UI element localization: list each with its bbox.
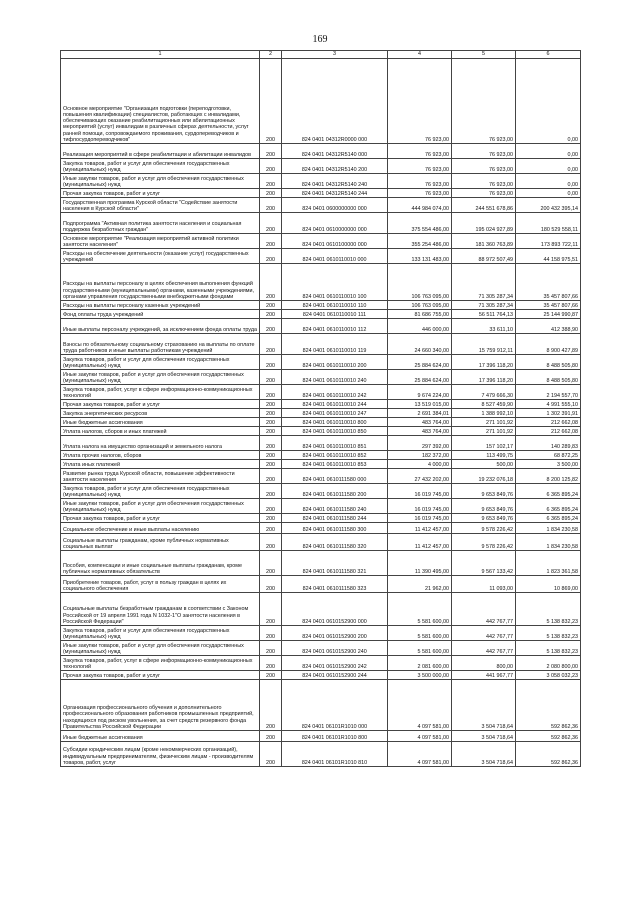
row-remaining-amount: 0,00 (516, 59, 581, 144)
row-name: Закупка товаров, работ, услуг в сфере информационно-коммуникационных технологий (61, 656, 260, 671)
row-admin-code: 200 (260, 576, 282, 593)
row-admin-code: 200 (260, 484, 282, 499)
row-budget-code: 824 0401 0610110010 000 (282, 249, 388, 264)
row-plan-amount: 5 581 600,00 (388, 626, 452, 641)
row-name: Организация профессионального обучения и дополнительного профессионального образования работников промышленных предприятий, находящихся под риском увольнения, за счет средств резервного фонда Правительства Российской Федерации (61, 680, 260, 731)
row-executed-amount: 3 504 718,64 (452, 742, 516, 767)
row-plan-amount: 27 432 202,00 (388, 469, 452, 484)
row-name: Закупка товаров, работ и услуг для обеспечения государственных (муниципальных) нужд (61, 626, 260, 641)
row-remaining-amount: 1 823 361,58 (516, 551, 581, 576)
row-name: Прочая закупка товаров, работ и услуг (61, 189, 260, 198)
row-executed-amount: 76 923,00 (452, 59, 516, 144)
table-row (61, 59, 581, 144)
table-row (61, 460, 581, 469)
row-plan-amount: 375 554 486,00 (388, 213, 452, 234)
row-name: Расходы на обеспечение деятельности (оказание услуг) государственных учреждений (61, 249, 260, 264)
row-admin-code: 200 (260, 551, 282, 576)
row-remaining-amount: 2 194 557,70 (516, 385, 581, 400)
row-plan-amount: 81 686 755,00 (388, 310, 452, 319)
row-plan-amount: 25 884 624,00 (388, 370, 452, 385)
table-row (61, 742, 581, 767)
row-executed-amount: 157 102,17 (452, 436, 516, 451)
row-remaining-amount: 140 289,83 (516, 436, 581, 451)
header-col-4: 4 (388, 51, 452, 59)
row-executed-amount: 1 388 992,10 (452, 409, 516, 418)
row-remaining-amount: 5 138 832,23 (516, 641, 581, 656)
row-executed-amount: 500,00 (452, 460, 516, 469)
row-admin-code: 200 (260, 460, 282, 469)
row-remaining-amount: 173 893 722,11 (516, 234, 581, 249)
row-budget-code: 824 0401 0610111580 323 (282, 576, 388, 593)
row-remaining-amount: 25 144 990,87 (516, 310, 581, 319)
row-name: Закупка энергетических ресурсов (61, 409, 260, 418)
row-name: Уплата налога на имущество организаций и земельного налога (61, 436, 260, 451)
row-name: Субсидии юридическим лицам (кроме некоммерческих организаций), индивидуальным предпринимателям, физическим лицам - производителям товаров, работ, услуг (61, 742, 260, 767)
budget-table-body (61, 51, 581, 767)
row-remaining-amount: 68 872,25 (516, 451, 581, 460)
row-budget-code: 824 0401 0610100000 000 (282, 234, 388, 249)
table-row (61, 234, 581, 249)
row-admin-code: 200 (260, 427, 282, 436)
table-row (61, 144, 581, 159)
row-remaining-amount: 3 500,00 (516, 460, 581, 469)
row-plan-amount: 483 764,00 (388, 418, 452, 427)
row-admin-code: 200 (260, 234, 282, 249)
row-budget-code: 824 0401 0610110010 240 (282, 370, 388, 385)
row-budget-code: 824 0401 0610111580 300 (282, 523, 388, 534)
row-remaining-amount: 5 138 832,23 (516, 593, 581, 626)
table-row (61, 174, 581, 189)
row-budget-code: 824 0401 0610152900 200 (282, 626, 388, 641)
row-plan-amount: 446 000,00 (388, 319, 452, 334)
row-plan-amount: 13 519 015,00 (388, 400, 452, 409)
row-executed-amount: 244 551 678,86 (452, 198, 516, 213)
row-executed-amount: 195 024 927,89 (452, 213, 516, 234)
header-col-2: 2 (260, 51, 282, 59)
row-budget-code: 824 0401 04312R5140 000 (282, 144, 388, 159)
row-admin-code: 200 (260, 514, 282, 523)
row-admin-code: 200 (260, 198, 282, 213)
row-plan-amount: 297 392,00 (388, 436, 452, 451)
row-admin-code: 200 (260, 310, 282, 319)
table-row (61, 551, 581, 576)
row-executed-amount: 113 499,75 (452, 451, 516, 460)
row-plan-amount: 16 019 745,00 (388, 514, 452, 523)
row-admin-code: 200 (260, 144, 282, 159)
row-budget-code: 824 0401 0610111580 000 (282, 469, 388, 484)
row-budget-code: 824 0401 0610110010 850 (282, 427, 388, 436)
table-row (61, 355, 581, 370)
row-budget-code: 824 0401 04312R5140 240 (282, 174, 388, 189)
row-name: Основное мероприятие "Реализация мероприятий активной политики занятости населения" (61, 234, 260, 249)
row-admin-code: 200 (260, 593, 282, 626)
row-admin-code: 200 (260, 213, 282, 234)
row-remaining-amount: 35 457 807,66 (516, 301, 581, 310)
row-name: Закупка товаров, работ и услуг для обеспечения государственных (муниципальных) нужд (61, 159, 260, 174)
row-name: Расходы на выплаты персоналу казенных учреждений (61, 301, 260, 310)
row-executed-amount: 71 305 287,34 (452, 301, 516, 310)
table-row (61, 400, 581, 409)
row-budget-code: 824 0401 0610152900 244 (282, 671, 388, 680)
table-row (61, 409, 581, 418)
row-executed-amount: 9 567 133,42 (452, 551, 516, 576)
row-remaining-amount: 212 662,08 (516, 418, 581, 427)
row-budget-code: 824 0401 0610110010 112 (282, 319, 388, 334)
row-executed-amount: 7 479 666,30 (452, 385, 516, 400)
row-budget-code: 824 0401 0610111580 320 (282, 534, 388, 551)
row-budget-code: 824 0401 0610110010 852 (282, 451, 388, 460)
row-executed-amount: 15 759 912,11 (452, 334, 516, 355)
table-row (61, 159, 581, 174)
row-admin-code: 200 (260, 249, 282, 264)
row-remaining-amount: 0,00 (516, 174, 581, 189)
row-name: Развитие рынка труда Курской области, повышение эффективности занятости населения (61, 469, 260, 484)
table-row (61, 198, 581, 213)
row-plan-amount: 483 764,00 (388, 427, 452, 436)
row-budget-code: 824 0401 0610111580 200 (282, 484, 388, 499)
row-executed-amount: 71 305 287,34 (452, 264, 516, 301)
row-remaining-amount: 8 488 505,80 (516, 355, 581, 370)
row-admin-code: 200 (260, 355, 282, 370)
row-budget-code: 824 0401 0610110010 111 (282, 310, 388, 319)
page-number: 169 (312, 34, 328, 45)
table-row (61, 671, 581, 680)
row-plan-amount: 76 923,00 (388, 144, 452, 159)
row-name: Социальное обеспечение и иные выплаты населению (61, 523, 260, 534)
row-executed-amount: 441 967,77 (452, 671, 516, 680)
table-row (61, 427, 581, 436)
row-executed-amount: 442 767,77 (452, 626, 516, 641)
row-remaining-amount: 5 138 832,23 (516, 626, 581, 641)
row-admin-code: 200 (260, 400, 282, 409)
row-admin-code: 200 (260, 523, 282, 534)
row-budget-code: 824 0401 0610000000 000 (282, 213, 388, 234)
row-name: Прочая закупка товаров, работ и услуг (61, 514, 260, 523)
row-admin-code: 200 (260, 731, 282, 742)
row-admin-code: 200 (260, 370, 282, 385)
row-name: Закупка товаров, работ и услуг для обеспечения государственных (муниципальных) нужд (61, 355, 260, 370)
row-budget-code: 824 0401 0610152900 000 (282, 593, 388, 626)
row-remaining-amount: 0,00 (516, 189, 581, 198)
table-row (61, 514, 581, 523)
row-admin-code: 200 (260, 59, 282, 144)
header-col-3: 3 (282, 51, 388, 59)
row-executed-amount: 800,00 (452, 656, 516, 671)
row-remaining-amount: 200 432 395,14 (516, 198, 581, 213)
row-plan-amount: 4 097 581,00 (388, 731, 452, 742)
row-admin-code: 200 (260, 436, 282, 451)
table-row (61, 499, 581, 514)
row-name: Закупка товаров, работ, услуг в сфере информационно-коммуникационных технологий (61, 385, 260, 400)
row-executed-amount: 56 511 764,13 (452, 310, 516, 319)
table-row (61, 680, 581, 731)
table-row (61, 593, 581, 626)
row-plan-amount: 21 962,00 (388, 576, 452, 593)
row-remaining-amount: 1 834 230,58 (516, 523, 581, 534)
row-admin-code: 200 (260, 742, 282, 767)
row-name: Иные бюджетные ассигнования (61, 731, 260, 742)
row-remaining-amount: 212 662,08 (516, 427, 581, 436)
row-remaining-amount: 6 365 895,24 (516, 499, 581, 514)
row-executed-amount: 271 101,92 (452, 427, 516, 436)
row-plan-amount: 4 097 581,00 (388, 680, 452, 731)
row-executed-amount: 442 767,77 (452, 593, 516, 626)
row-plan-amount: 11 412 457,00 (388, 534, 452, 551)
row-remaining-amount: 2 080 800,00 (516, 656, 581, 671)
table-row (61, 534, 581, 551)
row-name: Прочая закупка товаров, работ и услуг (61, 671, 260, 680)
row-admin-code: 200 (260, 174, 282, 189)
row-plan-amount: 5 581 600,00 (388, 641, 452, 656)
row-name: Иные бюджетные ассигнования (61, 418, 260, 427)
row-budget-code: 824 0401 0610111580 321 (282, 551, 388, 576)
row-admin-code: 200 (260, 656, 282, 671)
row-executed-amount: 8 527 459,90 (452, 400, 516, 409)
row-executed-amount: 19 232 076,18 (452, 469, 516, 484)
row-executed-amount: 33 611,10 (452, 319, 516, 334)
row-remaining-amount: 4 991 555,10 (516, 400, 581, 409)
row-admin-code: 200 (260, 418, 282, 427)
row-executed-amount: 9 653 849,76 (452, 499, 516, 514)
row-name: Расходы на выплаты персоналу в целях обеспечения выполнения функций государственными (муниципальными) органами, казенными учреждениями, органами управления государственными внебюджетными фондами (61, 264, 260, 301)
row-admin-code: 200 (260, 626, 282, 641)
row-plan-amount: 11 412 457,00 (388, 523, 452, 534)
row-plan-amount: 76 923,00 (388, 189, 452, 198)
row-name: Государственная программа Курской области "Содействие занятости населения в Курской области" (61, 198, 260, 213)
row-executed-amount: 9 653 849,76 (452, 484, 516, 499)
table-row (61, 626, 581, 641)
table-row (61, 641, 581, 656)
row-admin-code: 200 (260, 301, 282, 310)
row-executed-amount: 3 504 718,64 (452, 731, 516, 742)
row-name: Иные закупки товаров, работ и услуг для обеспечения государственных (муниципальных) нужд (61, 499, 260, 514)
row-remaining-amount: 10 869,00 (516, 576, 581, 593)
row-plan-amount: 16 019 745,00 (388, 499, 452, 514)
row-remaining-amount: 8 488 505,80 (516, 370, 581, 385)
row-name: Пособия, компенсации и иные социальные выплаты гражданам, кроме публичных нормативных обязательств (61, 551, 260, 576)
table-row (61, 484, 581, 499)
row-executed-amount: 9 578 226,42 (452, 534, 516, 551)
row-executed-amount: 76 923,00 (452, 159, 516, 174)
table-row (61, 436, 581, 451)
row-plan-amount: 16 019 745,00 (388, 484, 452, 499)
row-budget-code: 824 0401 0610110010 242 (282, 385, 388, 400)
row-remaining-amount: 44 158 975,51 (516, 249, 581, 264)
row-budget-code: 824 0401 06101R1010 800 (282, 731, 388, 742)
table-row (61, 469, 581, 484)
row-budget-code: 824 0401 0600000000 000 (282, 198, 388, 213)
row-remaining-amount: 3 058 032,23 (516, 671, 581, 680)
row-executed-amount: 442 767,77 (452, 641, 516, 656)
row-budget-code: 824 0401 04312R5140 244 (282, 189, 388, 198)
row-budget-code: 824 0401 0610152900 240 (282, 641, 388, 656)
row-admin-code: 200 (260, 319, 282, 334)
row-remaining-amount: 592 862,36 (516, 680, 581, 731)
row-plan-amount: 4 000,00 (388, 460, 452, 469)
row-admin-code: 200 (260, 409, 282, 418)
row-plan-amount: 9 674 224,00 (388, 385, 452, 400)
row-remaining-amount: 1 834 230,58 (516, 534, 581, 551)
row-remaining-amount: 180 529 558,11 (516, 213, 581, 234)
table-row (61, 264, 581, 301)
row-name: Прочая закупка товаров, работ и услуг (61, 400, 260, 409)
row-name: Уплата иных платежей (61, 460, 260, 469)
table-row (61, 418, 581, 427)
row-budget-code: 824 0401 0610110010 800 (282, 418, 388, 427)
table-row (61, 385, 581, 400)
row-remaining-amount: 0,00 (516, 159, 581, 174)
row-name: Иные закупки товаров, работ и услуг для обеспечения государственных (муниципальных) нужд (61, 174, 260, 189)
row-budget-code: 824 0401 0610110010 110 (282, 301, 388, 310)
row-name: Закупка товаров, работ и услуг для обеспечения государственных (муниципальных) нужд (61, 484, 260, 499)
row-executed-amount: 17 396 118,20 (452, 355, 516, 370)
row-name: Иные закупки товаров, работ и услуг для обеспечения государственных (муниципальных) нужд (61, 641, 260, 656)
table-row (61, 576, 581, 593)
row-name: Уплата прочих налогов, сборов (61, 451, 260, 460)
row-budget-code: 824 0401 0610152900 242 (282, 656, 388, 671)
row-name: Социальные выплаты гражданам, кроме публичных нормативных социальных выплат (61, 534, 260, 551)
table-row (61, 310, 581, 319)
row-admin-code: 200 (260, 469, 282, 484)
row-plan-amount: 76 923,00 (388, 59, 452, 144)
row-executed-amount: 76 923,00 (452, 189, 516, 198)
row-admin-code: 200 (260, 680, 282, 731)
table-row (61, 731, 581, 742)
row-admin-code: 200 (260, 334, 282, 355)
row-plan-amount: 182 372,00 (388, 451, 452, 460)
row-name: Иные выплаты персоналу учреждений, за исключением фонда оплаты труда (61, 319, 260, 334)
row-admin-code: 200 (260, 641, 282, 656)
header-col-5: 5 (452, 51, 516, 59)
row-executed-amount: 9 653 849,76 (452, 514, 516, 523)
header-col-1: 1 (61, 51, 260, 59)
row-admin-code: 200 (260, 499, 282, 514)
row-admin-code: 200 (260, 159, 282, 174)
row-remaining-amount: 592 862,36 (516, 731, 581, 742)
budget-table (60, 50, 581, 767)
row-remaining-amount: 6 365 895,24 (516, 514, 581, 523)
row-budget-code: 824 0401 04312R0000 000 (282, 59, 388, 144)
row-plan-amount: 133 131 483,00 (388, 249, 452, 264)
row-budget-code: 824 0401 0610111580 240 (282, 499, 388, 514)
row-plan-amount: 11 390 495,00 (388, 551, 452, 576)
row-budget-code: 824 0401 0610110010 247 (282, 409, 388, 418)
table-row (61, 189, 581, 198)
row-remaining-amount: 35 457 807,66 (516, 264, 581, 301)
row-plan-amount: 25 884 624,00 (388, 355, 452, 370)
row-executed-amount: 76 923,00 (452, 174, 516, 189)
table-row (61, 249, 581, 264)
row-plan-amount: 76 923,00 (388, 174, 452, 189)
row-executed-amount: 76 923,00 (452, 144, 516, 159)
row-plan-amount: 106 763 095,00 (388, 264, 452, 301)
row-executed-amount: 11 093,00 (452, 576, 516, 593)
row-remaining-amount: 8 900 427,89 (516, 334, 581, 355)
row-plan-amount: 24 660 340,00 (388, 334, 452, 355)
row-admin-code: 200 (260, 189, 282, 198)
row-plan-amount: 106 763 095,00 (388, 301, 452, 310)
row-budget-code: 824 0401 0610111580 244 (282, 514, 388, 523)
table-row (61, 523, 581, 534)
row-executed-amount: 3 504 718,64 (452, 680, 516, 731)
row-executed-amount: 181 360 763,89 (452, 234, 516, 249)
row-plan-amount: 2 691 384,01 (388, 409, 452, 418)
row-name: Уплата налогов, сборов и иных платежей (61, 427, 260, 436)
row-name: Иные закупки товаров, работ и услуг для обеспечения государственных (муниципальных) нужд (61, 370, 260, 385)
row-plan-amount: 3 500 000,00 (388, 671, 452, 680)
header-row (61, 51, 581, 59)
table-row (61, 334, 581, 355)
row-plan-amount: 355 254 486,00 (388, 234, 452, 249)
row-name: Фонд оплаты труда учреждений (61, 310, 260, 319)
table-row (61, 370, 581, 385)
row-name: Социальные выплаты безработным гражданам в соответствии с Законом Российской от 19 апреля 1991 года N 1032-1"О занятости населения в Российской Федерации" (61, 593, 260, 626)
row-budget-code: 824 0401 0610110010 244 (282, 400, 388, 409)
row-name: Основное мероприятие "Организация подготовки (переподготовки, повышения квалификации) специалистов, работающих с инвалидами, обеспечивающих оказание реабилитационных или абилитационных мероприятий (услуг) инвалидам в различных сферах деятельности, услуг ранней помощи, сопровождаемого проживания, сурдопереводчиков и тифлосурдопереводчиков" (61, 59, 260, 144)
row-remaining-amount: 592 862,36 (516, 742, 581, 767)
table-row (61, 213, 581, 234)
row-name: Подпрограмма "Активная политика занятости населения и социальная поддержка безработных граждан" (61, 213, 260, 234)
row-executed-amount: 17 396 118,20 (452, 370, 516, 385)
row-admin-code: 200 (260, 385, 282, 400)
row-budget-code: 824 0401 0610110010 100 (282, 264, 388, 301)
row-executed-amount: 88 972 507,49 (452, 249, 516, 264)
row-remaining-amount: 6 365 895,24 (516, 484, 581, 499)
row-plan-amount: 76 923,00 (388, 159, 452, 174)
row-budget-code: 824 0401 0610110010 851 (282, 436, 388, 451)
row-plan-amount: 444 984 074,00 (388, 198, 452, 213)
row-budget-code: 824 0401 0610110010 853 (282, 460, 388, 469)
row-executed-amount: 271 101,92 (452, 418, 516, 427)
table-row (61, 301, 581, 310)
row-plan-amount: 4 097 581,00 (388, 742, 452, 767)
row-remaining-amount: 0,00 (516, 144, 581, 159)
row-budget-code: 824 0401 0610110010 119 (282, 334, 388, 355)
row-remaining-amount: 8 200 125,82 (516, 469, 581, 484)
row-name: Реализация мероприятий в сфере реабилитации и абилитации инвалидов (61, 144, 260, 159)
table-row (61, 656, 581, 671)
row-admin-code: 200 (260, 451, 282, 460)
row-plan-amount: 5 581 600,00 (388, 593, 452, 626)
row-budget-code: 824 0401 06101R1010 810 (282, 742, 388, 767)
table-row (61, 319, 581, 334)
row-executed-amount: 9 578 226,42 (452, 523, 516, 534)
row-remaining-amount: 412 388,90 (516, 319, 581, 334)
row-admin-code: 200 (260, 671, 282, 680)
row-admin-code: 200 (260, 264, 282, 301)
row-budget-code: 824 0401 04312R5140 200 (282, 159, 388, 174)
row-name: Взносы по обязательному социальному страхованию на выплаты по оплате труда работников и иные выплаты работникам учреждений (61, 334, 260, 355)
row-budget-code: 824 0401 06101R1010 000 (282, 680, 388, 731)
header-col-6: 6 (516, 51, 581, 59)
row-plan-amount: 2 081 600,00 (388, 656, 452, 671)
table-row (61, 451, 581, 460)
row-admin-code: 200 (260, 534, 282, 551)
row-remaining-amount: 1 302 391,91 (516, 409, 581, 418)
row-name: Приобретение товаров, работ, услуг в пользу граждан в целях их социального обеспечения (61, 576, 260, 593)
row-budget-code: 824 0401 0610110010 200 (282, 355, 388, 370)
